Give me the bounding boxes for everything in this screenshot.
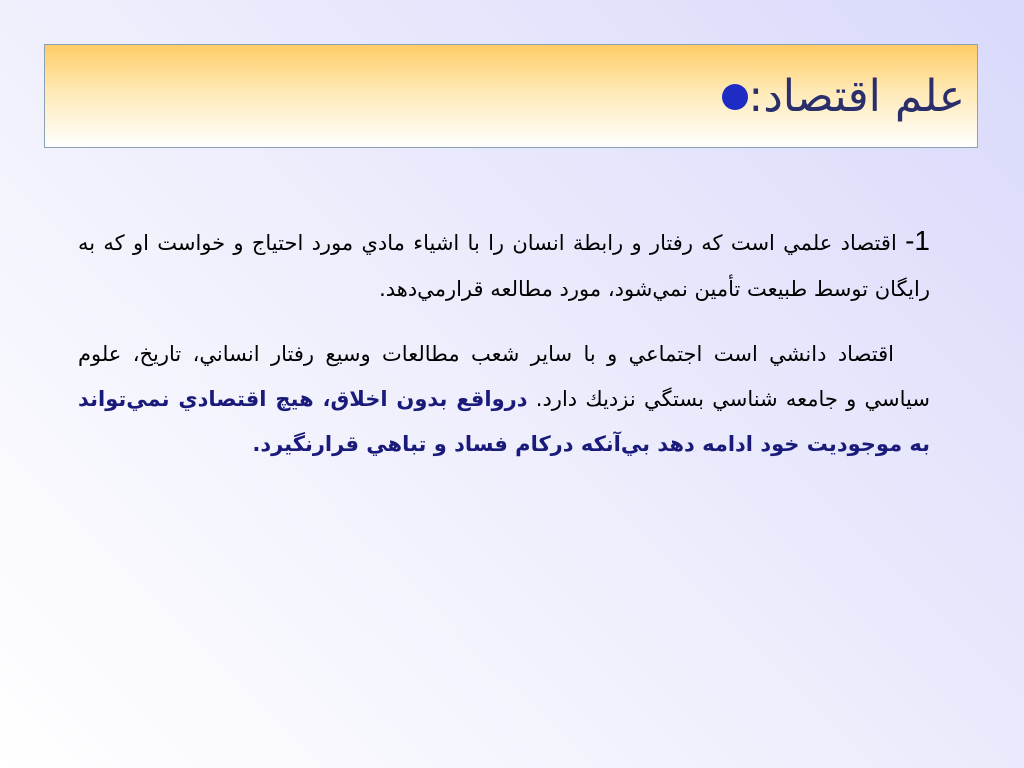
slide-body [78, 218, 930, 467]
paragraph-1-text: اقتصاد علمي است كه رفتار و رابطة انسان را با اشياء مادي مورد احتياج و خواست او كه به رايگان توسط طبيعت تأمين نمي‌شود، مورد مطالعه قرارمي‌دهد. [78, 231, 930, 301]
title-row [706, 67, 965, 127]
bullet-icon [722, 84, 748, 110]
title-header-box [44, 44, 978, 148]
paragraph-1 [78, 218, 930, 312]
paragraph-2-emphasis: درواقع بدون اخلاق، هيچ اقتصادي نمي‌تواند به موجوديت خود ادامه دهد بي‌آنكه دركام فساد و تباهي قرارنگيرد. [78, 387, 930, 456]
paragraph-2-text: اقتصاد دانشي است اجتماعي و با ساير شعب مطالعات وسيع رفتار انساني، تاريخ، علوم سياسي و جامعه شناسي بستگي نزديك دارد. [78, 342, 930, 411]
paragraph-number: 1- [905, 225, 930, 256]
paragraph-2 [78, 332, 930, 467]
slide-title: علم اقتصاد: [748, 71, 965, 122]
